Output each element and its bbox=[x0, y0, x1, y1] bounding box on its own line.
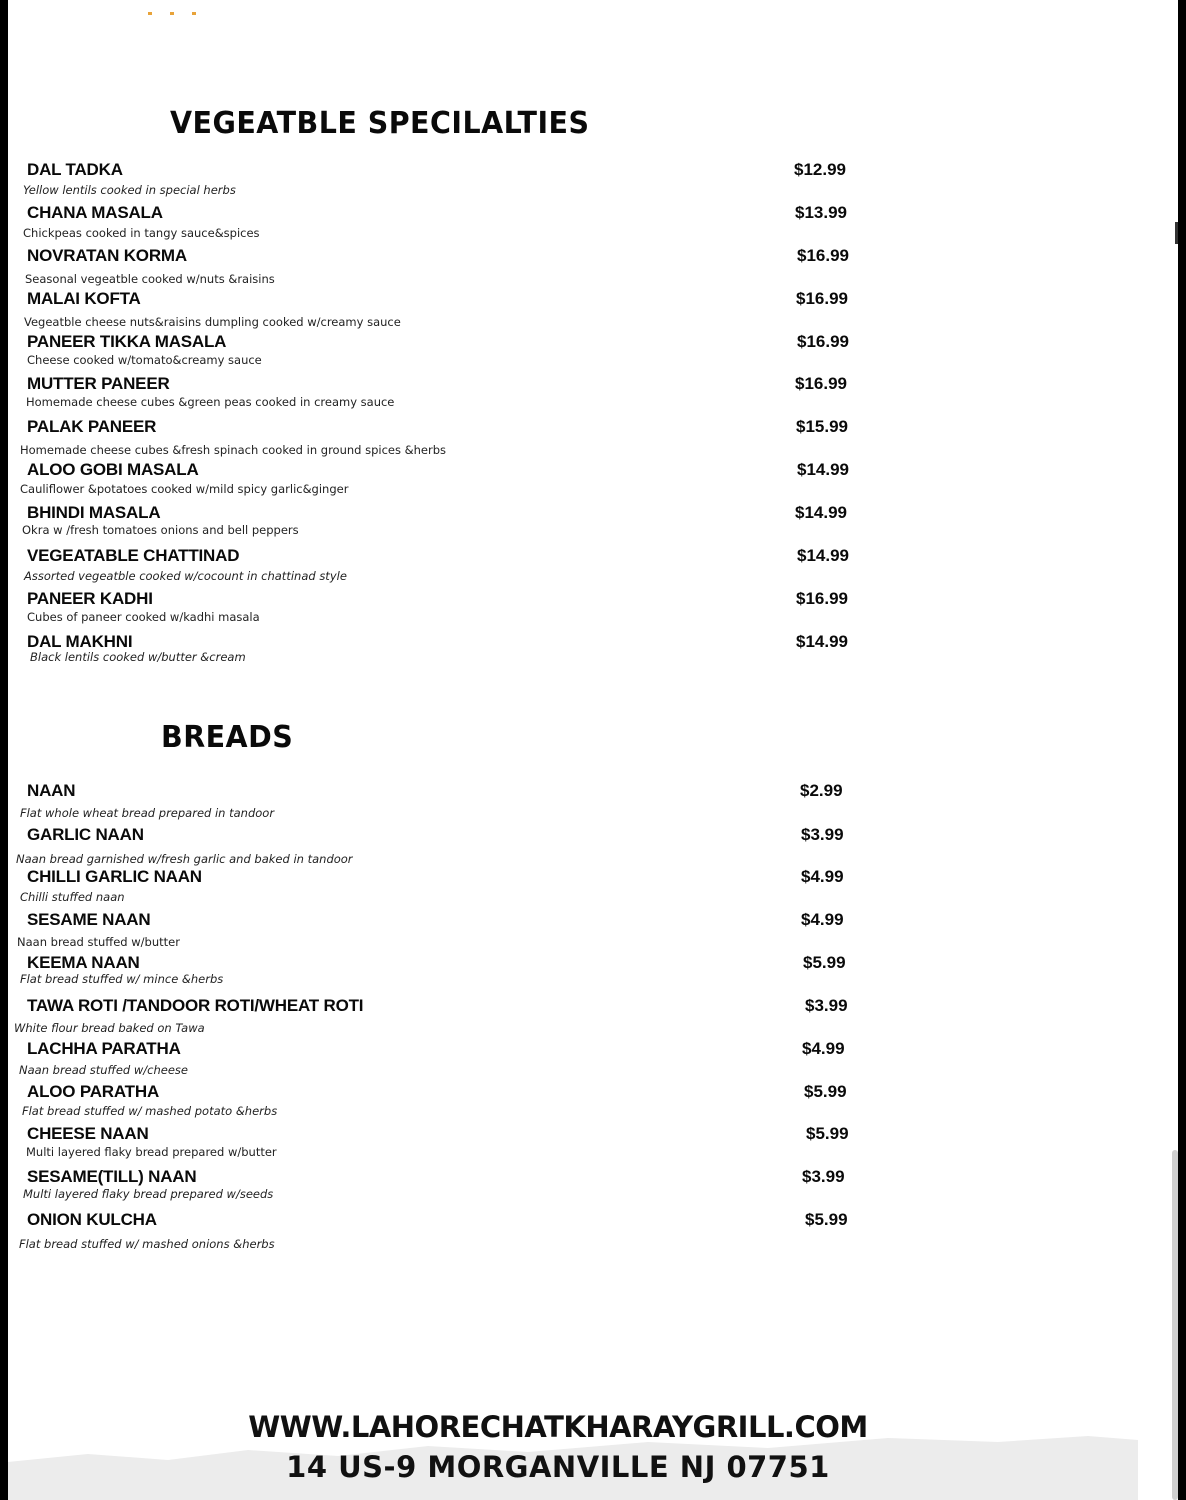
item-name: CHEESE NAAN bbox=[27, 1124, 149, 1143]
item-description: Naan bread stuffed w/butter bbox=[17, 935, 180, 949]
item-description: Naan bread stuffed w/cheese bbox=[19, 1063, 188, 1077]
item-name: SESAME(TILL) NAAN bbox=[27, 1167, 197, 1186]
item-price: $16.99 bbox=[795, 374, 847, 393]
item-name: ALOO PARATHA bbox=[27, 1082, 160, 1101]
item-price: $16.99 bbox=[796, 589, 848, 608]
item-description: Multi layered flaky bread prepared w/butter bbox=[26, 1145, 277, 1159]
item-name: LACHHA PARATHA bbox=[27, 1039, 181, 1058]
item-price: $14.99 bbox=[797, 546, 849, 565]
item-description: White flour bread baked on Tawa bbox=[14, 1021, 205, 1035]
item-description: Multi layered flaky bread prepared w/seeds bbox=[23, 1187, 274, 1201]
menu-page bbox=[8, 0, 1178, 1500]
item-price: $14.99 bbox=[795, 503, 847, 522]
item-description: Cheese cooked w/tomato&creamy sauce bbox=[27, 353, 262, 367]
item-description: Cubes of paneer cooked w/kadhi masala bbox=[27, 610, 260, 624]
item-description: Flat whole wheat bread prepared in tandoor bbox=[20, 806, 275, 820]
item-price: $16.99 bbox=[797, 332, 849, 351]
item-name: GARLIC NAAN bbox=[27, 825, 144, 844]
item-name: BHINDI MASALA bbox=[27, 503, 161, 522]
item-name: NOVRATAN KORMA bbox=[27, 246, 187, 265]
item-description: Vegeatble cheese nuts&raisins dumpling cooked w/creamy sauce bbox=[24, 315, 401, 329]
item-price: $5.99 bbox=[804, 1082, 847, 1101]
item-name: CHANA MASALA bbox=[27, 203, 163, 222]
item-price: $14.99 bbox=[797, 460, 849, 479]
item-price: $14.99 bbox=[796, 632, 848, 651]
item-price: $13.99 bbox=[795, 203, 847, 222]
item-price: $5.99 bbox=[803, 953, 846, 972]
item-description: Yellow lentils cooked in special herbs bbox=[23, 183, 236, 197]
item-price: $15.99 bbox=[796, 417, 848, 436]
footer-address: 14 US-9 MORGANVILLE NJ 07751 bbox=[286, 1450, 830, 1484]
edge-glyph bbox=[1175, 222, 1178, 244]
item-description: Assorted vegeatble cooked w/cocount in chattinad style bbox=[24, 569, 347, 583]
item-name: PANEER TIKKA MASALA bbox=[27, 332, 227, 351]
breads-section-title: BREADS bbox=[161, 720, 294, 755]
item-name: PANEER KADHI bbox=[27, 589, 153, 608]
item-price: $2.99 bbox=[800, 781, 843, 800]
item-description: Black lentils cooked w/butter &cream bbox=[30, 650, 246, 664]
item-price: $16.99 bbox=[796, 289, 848, 308]
item-name: PALAK PANEER bbox=[27, 417, 157, 436]
orange-accent-marks bbox=[148, 0, 238, 3]
item-name: DAL TADKA bbox=[27, 160, 123, 179]
item-price: $3.99 bbox=[801, 825, 844, 844]
item-description: Seasonal vegeatble cooked w/nuts &raisins bbox=[25, 272, 275, 286]
item-description: Homemade cheese cubes &fresh spinach cooked in ground spices &herbs bbox=[20, 443, 446, 457]
item-price: $5.99 bbox=[805, 1210, 848, 1229]
footer-website[interactable]: WWW.LAHORECHATKHARAYGRILL.COM bbox=[248, 1410, 868, 1444]
item-price: $5.99 bbox=[806, 1124, 849, 1143]
item-description: Flat bread stuffed w/ mince &herbs bbox=[20, 972, 224, 986]
item-description: Naan bread garnished w/fresh garlic and baked in tandoor bbox=[16, 852, 353, 866]
item-name: MALAI KOFTA bbox=[27, 289, 141, 308]
item-price: $3.99 bbox=[802, 1167, 845, 1186]
item-name: CHILLI GARLIC NAAN bbox=[27, 867, 202, 886]
item-price: $4.99 bbox=[801, 867, 844, 886]
item-price: $4.99 bbox=[802, 1039, 845, 1058]
item-name: ALOO GOBI MASALA bbox=[27, 460, 199, 479]
item-price: $4.99 bbox=[801, 910, 844, 929]
item-name: DAL MAKHNI bbox=[27, 632, 133, 651]
item-description: Flat bread stuffed w/ mashed potato &herbs bbox=[22, 1104, 278, 1118]
item-name: KEEMA NAAN bbox=[27, 953, 140, 972]
scrollbar[interactable] bbox=[1172, 1150, 1178, 1500]
item-name: NAAN bbox=[27, 781, 76, 800]
item-price: $16.99 bbox=[797, 246, 849, 265]
item-name: ONION KULCHA bbox=[27, 1210, 157, 1229]
item-price: $3.99 bbox=[805, 996, 848, 1015]
item-description: Okra w /fresh tomatoes onions and bell peppers bbox=[22, 523, 299, 537]
item-description: Cauliflower &potatoes cooked w/mild spicy garlic&ginger bbox=[20, 482, 349, 496]
item-name: MUTTER PANEER bbox=[27, 374, 170, 393]
item-description: Chickpeas cooked in tangy sauce&spices bbox=[23, 226, 260, 240]
item-price: $12.99 bbox=[794, 160, 846, 179]
item-description: Homemade cheese cubes &green peas cooked in creamy sauce bbox=[26, 395, 395, 409]
item-description: Chilli stuffed naan bbox=[20, 890, 125, 904]
vegetable-section-title: VEGEATBLE SPECILALTIES bbox=[170, 106, 590, 141]
item-name: SESAME NAAN bbox=[27, 910, 151, 929]
item-name: VEGEATABLE CHATTINAD bbox=[27, 546, 240, 565]
item-description: Flat bread stuffed w/ mashed onions &herbs bbox=[19, 1237, 275, 1251]
item-name: TAWA ROTI /TANDOOR ROTI/WHEAT ROTI bbox=[27, 996, 364, 1015]
